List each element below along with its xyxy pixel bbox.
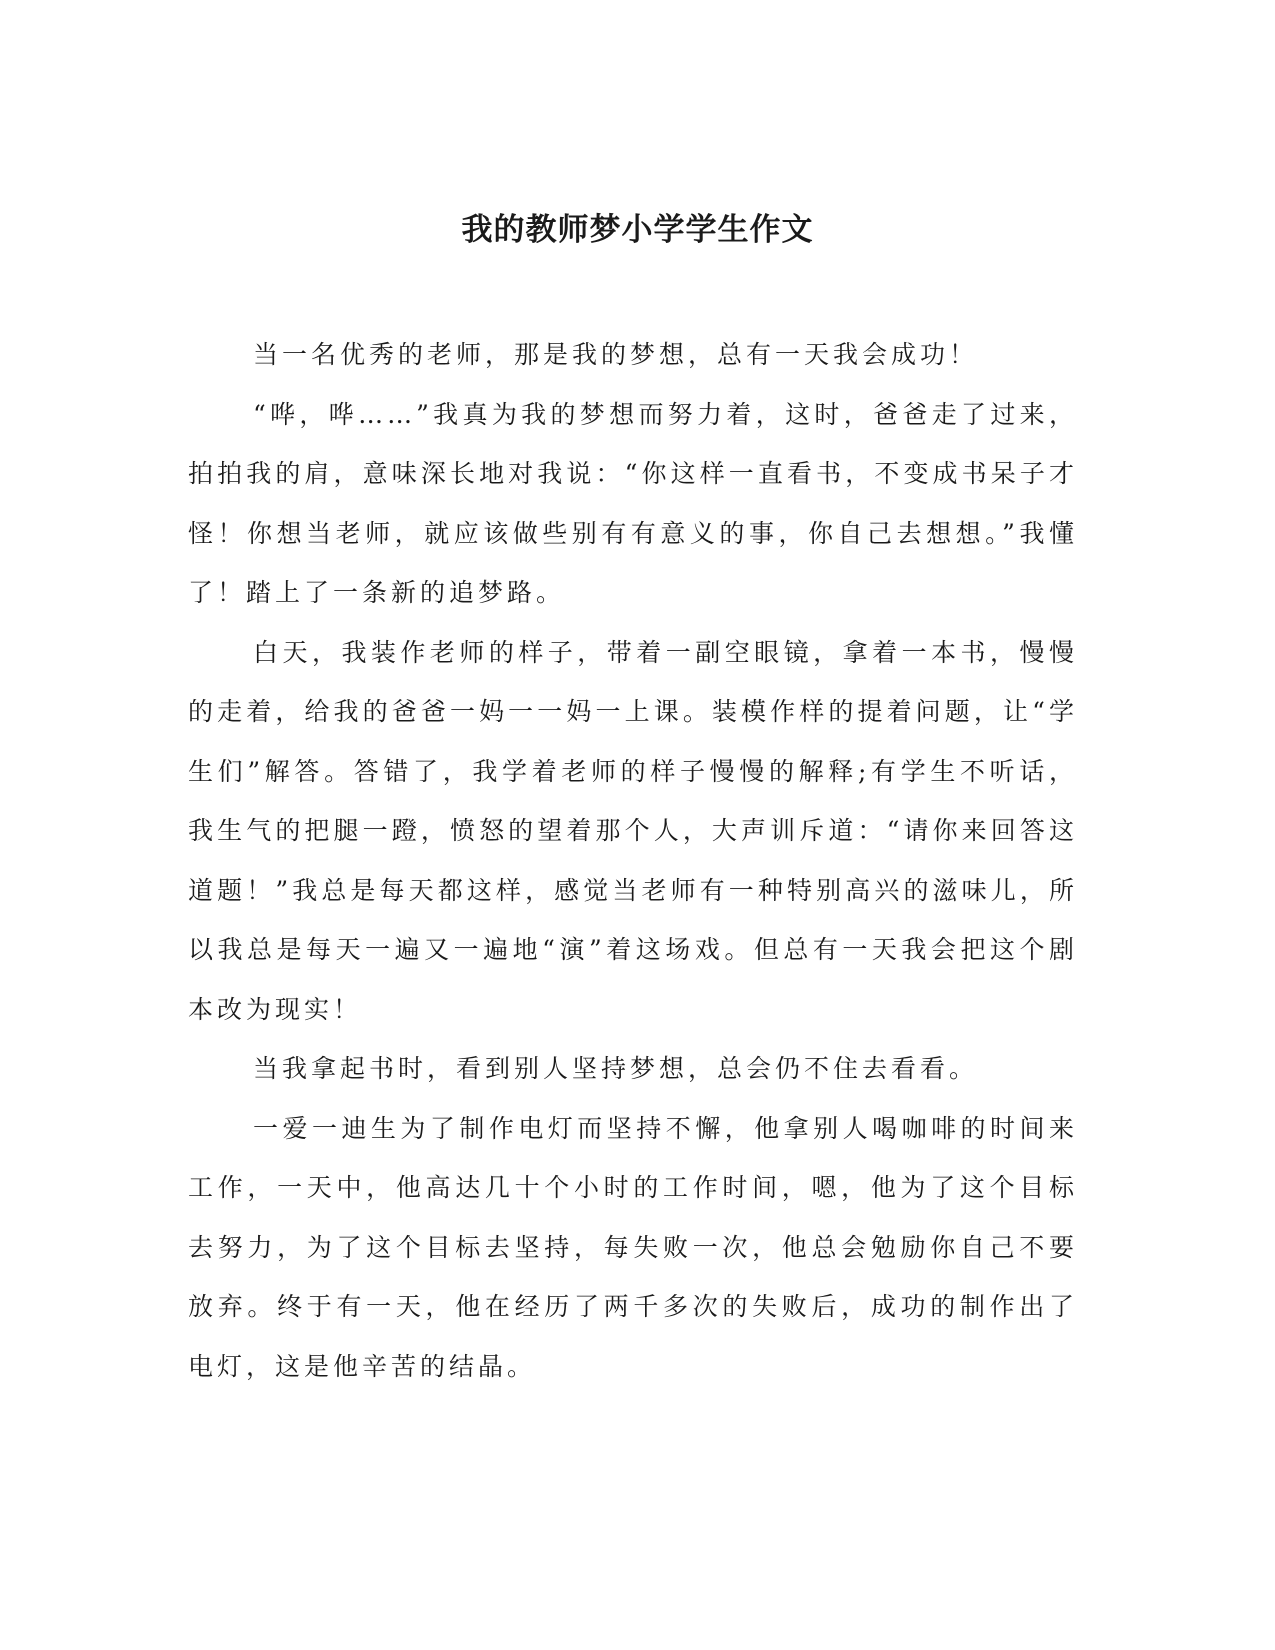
paragraph-4: 当我拿起书时，看到别人坚持梦想，总会仍不住去看看。 [253,1054,979,1083]
document-title: 我的教师梦小学学生作文 [461,212,814,248]
paragraph-2: “哗，哗……”我真为我的梦想而努力着，这时，爸爸走了过来，拍拍我的肩，意味深长地对我说：“你这样一直看书，不变成书呆子才怪！你想当老师，就应该做些别有有意义的事，你自己去想想。”我懂了！踏上了一条新的追梦路。 [188,399,1078,607]
paragraph-3: 白天，我装作老师的样子，带着一副空眼镜，拿着一本书，慢慢的走着，给我的爸爸一妈一一妈一上课。装模作样的提着问题，让“学生们”解答。答错了，我学着老师的样子慢慢的解释;有学生不听话，我生气的把腿一蹬，愤怒的望着那个人，大声训斥道：“请你来回答这道题！”我总是每天都这样，感觉当老师有一种特别高兴的滋味儿，所以我总是每天一遍又一遍地“演”着这场戏。但总有一天我会把这个剧本改为现实！ [188,637,1078,1024]
paragraph-1: 当一名优秀的老师，那是我的梦想，总有一天我会成功！ [253,340,979,369]
document-body [188,325,1078,1396]
paragraph-5: 一爱一迪生为了制作电灯而坚持不懈，他拿别人喝咖啡的时间来工作，一天中，他高达几十个小时的工作时间，嗯，他为了这个目标去努力，为了这个目标去坚持，每失败一次，他总会勉励你自己不要放弃。终于有一天，他在经历了两千多次的失败后，成功的制作出了电灯，这是他辛苦的结晶。 [188,1113,1078,1381]
